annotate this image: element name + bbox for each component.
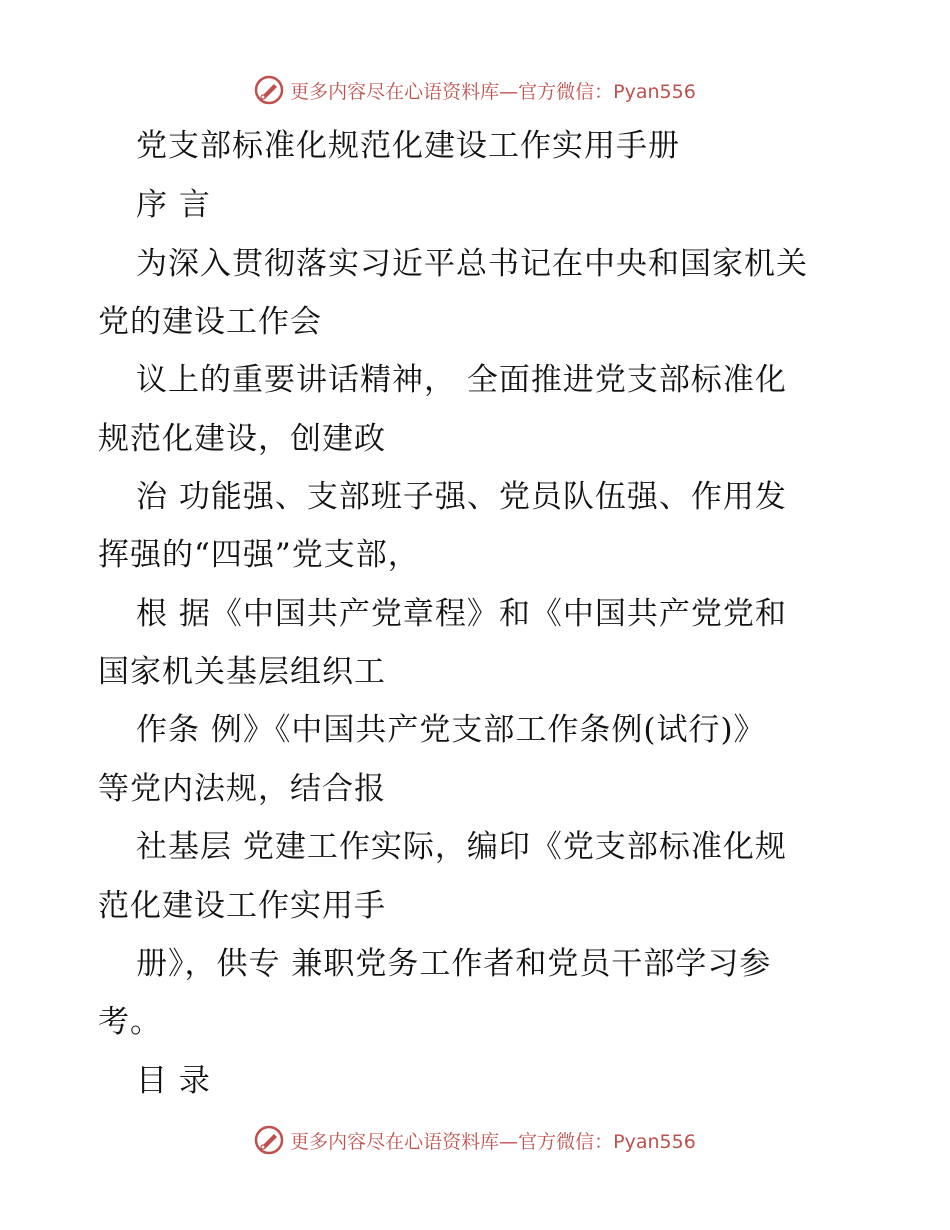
paragraph-line: 社基层 党建工作实际，编印《党支部标准化规 (136, 829, 787, 865)
document-title: 党支部标准化规范化建设工作实用手册 (136, 128, 680, 164)
paragraph-line: 规范化建设，创建政 (98, 421, 386, 457)
pen-logo-icon (254, 1125, 284, 1155)
paragraph-line: 治 功能强、支部班子强、党员队伍强、作用发 (136, 479, 787, 515)
preface-heading: 序 言 (136, 187, 211, 223)
paragraph-line: 议上的重要讲话精神， 全面推进党支部标准化 (136, 362, 787, 398)
paragraph-line: 挥强的“四强”党支部， (98, 537, 420, 573)
paragraph-line: 作条 例》《中国共产党支部工作条例(试行)》 (136, 712, 766, 748)
paragraph-line: 等党内法规，结合报 (98, 771, 386, 807)
paragraph-line: 国家机关基层组织工 (98, 654, 386, 690)
paragraph-line: 根 据《中国共产党章程》和《中国共产党党和 (136, 596, 787, 632)
footer-watermark-banner (0, 1120, 950, 1160)
paragraph-line: 册》，供专 兼职党务工作者和党员干部学习参 (136, 946, 772, 982)
paragraph-line: 范化建设工作实用手 (98, 888, 386, 924)
watermark-text: 更多内容尽在心语资料库—官方微信：Pyan556 (290, 80, 696, 103)
paragraph-line: 为深入贯彻落实习近平总书记在中央和国家机关 (136, 246, 808, 282)
toc-heading: 目 录 (136, 1063, 211, 1099)
pen-logo-icon (254, 75, 284, 105)
header-watermark-banner (0, 70, 950, 110)
watermark-text: 更多内容尽在心语资料库—官方微信：Pyan556 (290, 1130, 696, 1153)
paragraph-line: 党的建设工作会 (98, 304, 322, 340)
paragraph-line: 考。 (98, 1004, 162, 1040)
